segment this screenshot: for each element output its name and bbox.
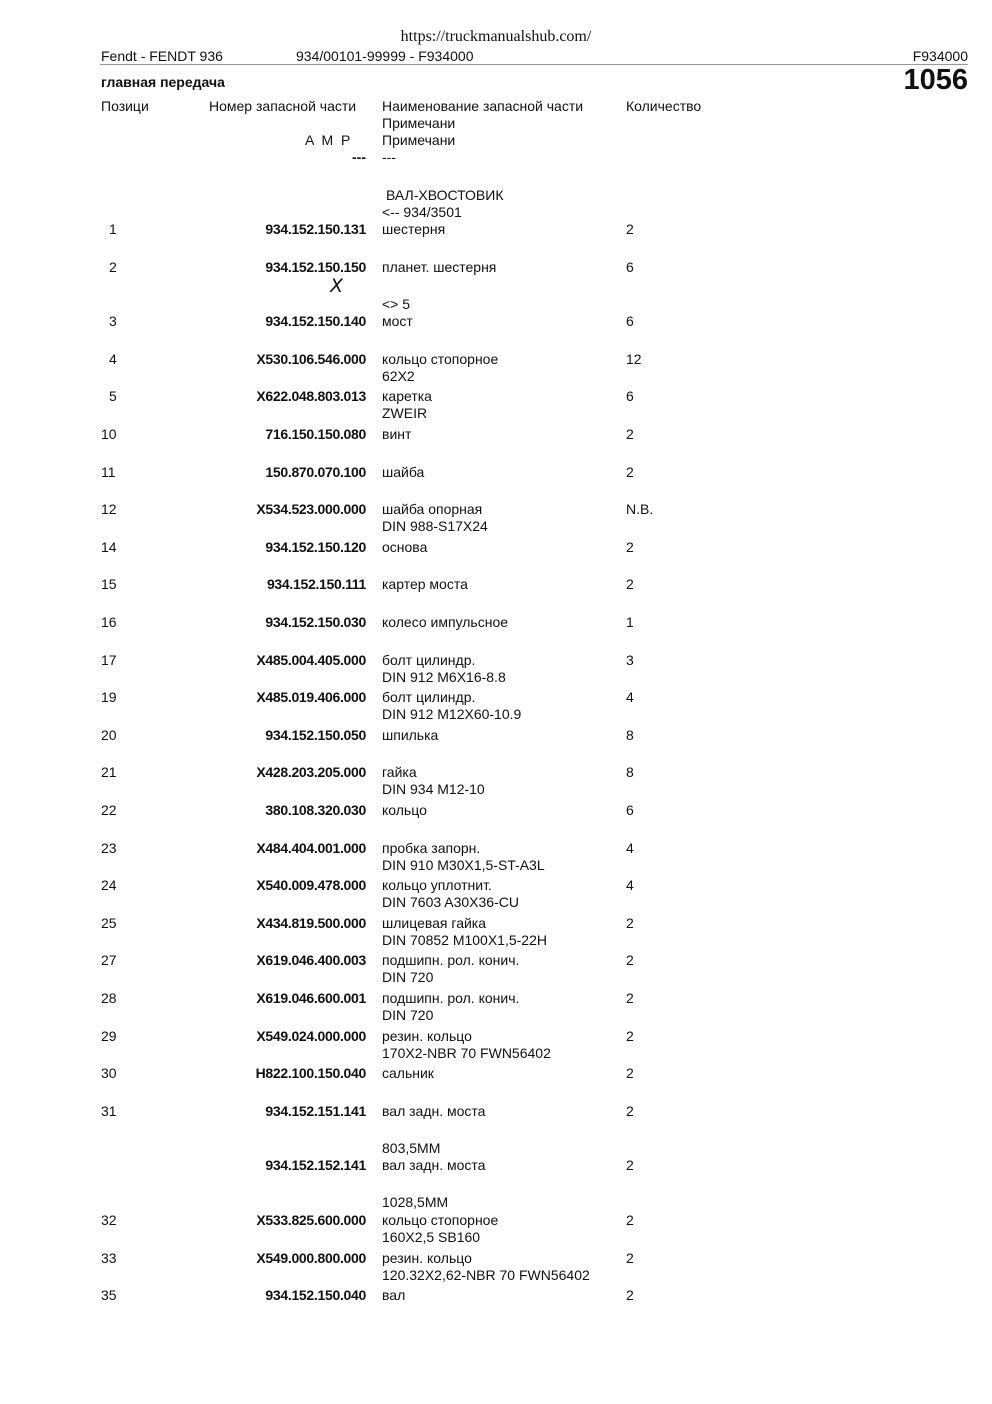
row-part-note: DIN 912 M6X16-8.8	[382, 669, 506, 685]
row-position: 14	[101, 539, 117, 555]
row-position: 22	[101, 802, 117, 818]
row-part-name: подшипн. рол. конич.	[382, 990, 520, 1006]
row-part-number: X534.523.000.000	[256, 501, 366, 517]
row-part-name: основа	[382, 539, 428, 555]
row-part-name: вал	[382, 1287, 406, 1303]
row-quantity: 2	[626, 1103, 634, 1119]
row-position: 24	[101, 877, 117, 893]
row-quantity: 6	[626, 259, 634, 275]
row-part-name: вал задн. моста	[382, 1157, 486, 1173]
row-part-number: X428.203.205.000	[256, 764, 366, 780]
row-part-note: 62X2	[382, 368, 415, 384]
row-position: 23	[101, 840, 117, 856]
row-part-note: ZWEIR	[382, 405, 428, 421]
row-part-note: DIN 7603 A30X36-CU	[382, 894, 519, 910]
row-position: 15	[101, 576, 117, 592]
row-part-name: винт	[382, 426, 412, 442]
row-part-number: X549.000.800.000	[256, 1250, 366, 1266]
row-mark: X	[330, 275, 344, 297]
row-quantity: 2	[626, 952, 634, 968]
row-quantity: 2	[626, 1157, 634, 1173]
row-part-name: гайка	[382, 764, 417, 780]
row-part-name: кольцо	[382, 802, 427, 818]
row-part-number: 934.152.150.140	[265, 313, 366, 329]
row-part-note: DIN 910 M30X1,5-ST-A3L	[382, 857, 545, 873]
row-quantity: 6	[626, 388, 634, 404]
row-quantity: 2	[626, 464, 634, 480]
header-divider	[100, 64, 968, 65]
row-part-name: подшипн. рол. конич.	[382, 952, 520, 968]
section-title: главная передача	[101, 74, 225, 90]
row-part-name: шлицевая гайка	[382, 915, 487, 931]
row-part-name: кольцо стопорное	[382, 351, 499, 367]
group-title: ВАЛ-ХВОСТОВИК	[386, 187, 504, 203]
row-part-number: X549.024.000.000	[256, 1028, 366, 1044]
row-part-number: X485.019.406.000	[256, 689, 366, 705]
row-position: 27	[101, 952, 117, 968]
row-quantity: 4	[626, 840, 634, 856]
row-part-note: 120.32X2,62-NBR 70 FWN56402	[382, 1267, 590, 1283]
row-quantity: 8	[626, 764, 634, 780]
row-part-name: колесо импульсное	[382, 614, 509, 630]
row-quantity: 12	[626, 351, 642, 367]
row-part-name: шайба опорная	[382, 501, 483, 517]
col-note-1: Примечани	[382, 115, 456, 131]
row-part-number: 934.152.150.111	[266, 576, 366, 592]
row-part-name: резин. кольцо	[382, 1028, 472, 1044]
row-quantity: 2	[626, 426, 634, 442]
header-model: Fendt - FENDT 936	[101, 48, 223, 64]
row-part-note: DIN 934 M12-10	[382, 781, 485, 797]
row-quantity: 2	[626, 1065, 634, 1081]
row-trailing-note: 1028,5MM	[382, 1194, 449, 1210]
row-part-number: 150.870.070.100	[265, 464, 366, 480]
row-position: 29	[101, 1028, 117, 1044]
row-part-name: резин. кольцо	[382, 1250, 472, 1266]
row-quantity: N.B.	[626, 501, 654, 517]
row-position: 10	[101, 426, 117, 442]
row-position: 30	[101, 1065, 117, 1081]
row-position: 4	[109, 351, 117, 367]
row-quantity: 1	[626, 614, 634, 630]
row-part-number: 934.152.151.141	[265, 1103, 366, 1119]
row-quantity: 3	[626, 652, 634, 668]
col-part-number: Номер запасной части	[209, 98, 357, 114]
col-name: Наименование запасной части	[382, 98, 584, 114]
row-position: 20	[101, 727, 117, 743]
row-position: 32	[101, 1212, 117, 1228]
row-part-number: 380.108.320.030	[265, 802, 366, 818]
col-amp: A M P	[305, 132, 351, 148]
row-quantity: 2	[626, 990, 634, 1006]
row-part-number: H822.100.150.040	[255, 1065, 366, 1081]
row-part-number: X619.046.600.001	[256, 990, 366, 1006]
row-quantity: 2	[626, 1287, 634, 1303]
row-part-name: сальник	[382, 1065, 434, 1081]
row-trailing-note: 803,5MM	[382, 1140, 441, 1156]
row-part-name: картер моста	[382, 576, 468, 592]
row-position: 3	[109, 313, 117, 329]
row-part-name: шестерня	[382, 221, 446, 237]
row-part-name: мост	[382, 313, 413, 329]
row-quantity: 2	[626, 221, 634, 237]
row-position: 16	[101, 614, 117, 630]
row-part-note: DIN 988-S17X24	[382, 518, 488, 534]
row-quantity: 2	[626, 576, 634, 592]
row-position: 1	[109, 221, 117, 237]
row-quantity: 4	[626, 877, 634, 893]
col-position: Позици	[101, 98, 149, 114]
header-code: F934000	[912, 48, 968, 64]
row-part-number: X485.004.405.000	[256, 652, 366, 668]
row-part-name: вал задн. моста	[382, 1103, 486, 1119]
group-note: <-- 934/3501	[382, 204, 462, 220]
row-part-note: DIN 70852 M100X1,5-22H	[382, 932, 547, 948]
row-quantity: 6	[626, 313, 634, 329]
row-part-number: 934.152.150.040	[265, 1287, 366, 1303]
row-quantity: 6	[626, 802, 634, 818]
row-part-name: шпилька	[382, 727, 439, 743]
row-part-number: 934.152.150.150	[265, 259, 366, 275]
header-range: 934/00101-99999 - F934000	[296, 48, 474, 64]
row-position: 19	[101, 689, 117, 705]
row-part-note: DIN 912 M12X60-10.9	[382, 706, 522, 722]
row-part-number: 934.152.150.030	[265, 614, 366, 630]
col-amp-dashes: ---	[352, 149, 366, 165]
row-position: 28	[101, 990, 117, 1006]
row-position: 25	[101, 915, 117, 931]
page-number: 1056	[903, 64, 968, 96]
row-position: 17	[101, 652, 117, 668]
row-quantity: 2	[626, 539, 634, 555]
row-part-name: каретка	[382, 388, 432, 404]
row-part-name: болт цилиндр.	[382, 689, 476, 705]
row-part-number: 934.152.152.141	[265, 1157, 366, 1173]
row-part-number: 934.152.150.050	[265, 727, 366, 743]
row-part-number: X484.404.001.000	[256, 840, 366, 856]
row-part-name: болт цилиндр.	[382, 652, 476, 668]
row-trailing-note: <> 5	[382, 296, 411, 312]
row-part-number: X434.819.500.000	[256, 915, 366, 931]
row-part-name: кольцо стопорное	[382, 1212, 499, 1228]
row-position: 31	[101, 1103, 117, 1119]
row-position: 21	[101, 764, 117, 780]
row-position: 2	[109, 259, 117, 275]
row-part-number: X619.046.400.003	[256, 952, 366, 968]
source-url: https://truckmanualshub.com/	[400, 28, 592, 45]
row-part-note: 170X2-NBR 70 FWN56402	[382, 1045, 551, 1061]
row-part-name: пробка запорн.	[382, 840, 481, 856]
col-quantity: Количество	[626, 98, 702, 114]
row-position: 11	[101, 464, 116, 480]
row-part-note: DIN 720	[382, 969, 434, 985]
row-quantity: 2	[626, 915, 634, 931]
row-part-number: X622.048.803.013	[256, 388, 366, 404]
col-note-dashes: ---	[382, 149, 396, 165]
row-position: 5	[109, 388, 117, 404]
row-position: 12	[101, 501, 117, 517]
row-part-name: кольцо уплотнит.	[382, 877, 492, 893]
row-part-number: X530.106.546.000	[256, 351, 366, 367]
row-part-note: DIN 720	[382, 1007, 434, 1023]
row-quantity: 8	[626, 727, 634, 743]
row-quantity: 4	[626, 689, 634, 705]
row-part-note: 160X2,5 SB160	[382, 1229, 481, 1245]
row-quantity: 2	[626, 1250, 634, 1266]
row-quantity: 2	[626, 1212, 634, 1228]
row-part-number: X540.009.478.000	[256, 877, 366, 893]
row-position: 35	[101, 1287, 117, 1303]
row-part-name: планет. шестерня	[382, 259, 497, 275]
row-part-number: 934.152.150.120	[265, 539, 366, 555]
row-part-name: шайба	[382, 464, 425, 480]
col-note-2: Примечани	[382, 132, 456, 148]
row-part-number: 716.150.150.080	[265, 426, 366, 442]
row-quantity: 2	[626, 1028, 634, 1044]
row-part-number: X533.825.600.000	[256, 1212, 366, 1228]
row-position: 33	[101, 1250, 117, 1266]
row-part-number: 934.152.150.131	[265, 221, 366, 237]
